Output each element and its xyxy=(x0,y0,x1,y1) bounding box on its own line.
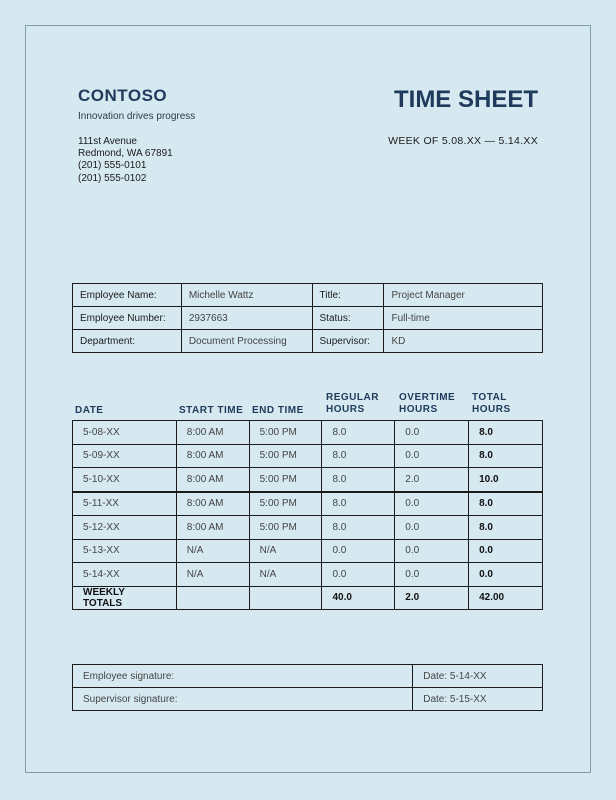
cell-overtime: 0.0 xyxy=(395,444,469,468)
header-overtime-line1: OVERTIME xyxy=(399,392,456,403)
department-label: Department: xyxy=(73,330,182,353)
employee-name-label: Employee Name: xyxy=(73,284,182,307)
employee-signature-date: Date: 5-14-XX xyxy=(413,665,543,688)
employee-info-table xyxy=(72,283,543,353)
cell-date: 5-08-XX xyxy=(73,421,177,445)
cell-regular: 8.0 xyxy=(322,444,395,468)
cell-date: 5-12-XX xyxy=(73,516,177,540)
cell-start: 8:00 AM xyxy=(176,492,249,516)
table-row xyxy=(73,539,543,563)
header-overtime-line2: HOURS xyxy=(399,404,438,415)
supervisor-value: KD xyxy=(384,330,543,353)
totals-empty-end xyxy=(249,586,322,610)
supervisor-signature-date: Date: 5-15-XX xyxy=(413,688,543,711)
totals-total: 42.00 xyxy=(469,586,543,610)
cell-start: 8:00 AM xyxy=(176,421,249,445)
cell-overtime: 0.0 xyxy=(395,421,469,445)
cell-date: 5-13-XX xyxy=(73,539,177,563)
company-tagline: Innovation drives progress xyxy=(78,111,196,122)
table-row xyxy=(73,421,543,445)
table-row xyxy=(73,516,543,540)
document-title: TIME SHEET xyxy=(393,86,538,113)
table-row xyxy=(73,444,543,468)
info-row xyxy=(73,307,543,330)
phone-1: (201) 555-0101 xyxy=(78,160,147,171)
header-regular-line1: REGULAR xyxy=(326,392,379,403)
header-end-time: END TIME xyxy=(252,405,304,416)
employee-signature-field[interactable]: Employee signature: xyxy=(73,665,413,688)
totals-empty-start xyxy=(176,586,249,610)
cell-total: 10.0 xyxy=(469,468,543,492)
cell-overtime: 0.0 xyxy=(395,516,469,540)
signature-table xyxy=(72,664,543,711)
hours-table xyxy=(72,420,543,610)
info-row xyxy=(73,330,543,353)
supervisor-label: Supervisor: xyxy=(312,330,384,353)
header-start-time: START TIME xyxy=(179,405,244,416)
header-total-hours xyxy=(472,392,511,416)
address-street: 111st Avenue xyxy=(78,136,137,147)
phone-2: (201) 555-0102 xyxy=(78,173,147,184)
cell-total: 8.0 xyxy=(469,516,543,540)
cell-total: 0.0 xyxy=(469,563,543,587)
cell-total: 8.0 xyxy=(469,444,543,468)
cell-start: N/A xyxy=(176,563,249,587)
cell-date: 5-14-XX xyxy=(73,563,177,587)
employee-name-value: Michelle Wattz xyxy=(181,284,312,307)
cell-end: N/A xyxy=(249,563,322,587)
week-range: WEEK OF 5.08.XX — 5.14.XX xyxy=(388,135,538,147)
cell-end: 5:00 PM xyxy=(249,516,322,540)
cell-overtime: 0.0 xyxy=(395,539,469,563)
header-regular-hours xyxy=(326,392,379,416)
header-total-line1: TOTAL xyxy=(472,392,507,403)
cell-total: 8.0 xyxy=(469,492,543,516)
header-regular-line2: HOURS xyxy=(326,404,365,415)
cell-total: 8.0 xyxy=(469,421,543,445)
weekly-totals-row xyxy=(73,586,543,610)
totals-regular: 40.0 xyxy=(322,586,395,610)
cell-total: 0.0 xyxy=(469,539,543,563)
header-date: DATE xyxy=(75,405,104,416)
cell-regular: 8.0 xyxy=(322,421,395,445)
cell-end: 5:00 PM xyxy=(249,492,322,516)
cell-start: 8:00 AM xyxy=(176,468,249,492)
cell-end: N/A xyxy=(249,539,322,563)
cell-regular: 8.0 xyxy=(322,492,395,516)
cell-end: 5:00 PM xyxy=(249,444,322,468)
cell-date: 5-10-XX xyxy=(73,468,177,492)
table-row xyxy=(73,492,543,516)
cell-regular: 0.0 xyxy=(322,563,395,587)
status-label: Status: xyxy=(312,307,384,330)
info-row xyxy=(73,284,543,307)
totals-label: WEEKLY TOTALS xyxy=(73,586,177,610)
cell-date: 5-11-XX xyxy=(73,492,177,516)
cell-overtime: 2.0 xyxy=(395,468,469,492)
department-value: Document Processing xyxy=(181,330,312,353)
cell-overtime: 0.0 xyxy=(395,563,469,587)
cell-start: 8:00 AM xyxy=(176,516,249,540)
cell-regular: 8.0 xyxy=(322,516,395,540)
cell-regular: 8.0 xyxy=(322,468,395,492)
company-name: CONTOSO xyxy=(78,86,168,105)
cell-end: 5:00 PM xyxy=(249,468,322,492)
status-value: Full-time xyxy=(384,307,543,330)
cell-end: 5:00 PM xyxy=(249,421,322,445)
cell-start: N/A xyxy=(176,539,249,563)
header-overtime-hours xyxy=(399,392,455,416)
title-label: Title: xyxy=(312,284,384,307)
table-row xyxy=(73,563,543,587)
header-total-line2: HOURS xyxy=(472,404,511,415)
cell-start: 8:00 AM xyxy=(176,444,249,468)
cell-date: 5-09-XX xyxy=(73,444,177,468)
title-value: Project Manager xyxy=(384,284,543,307)
cell-overtime: 0.0 xyxy=(395,492,469,516)
table-row xyxy=(73,468,543,492)
address-city: Redmond, WA 67891 xyxy=(78,148,173,159)
totals-overtime: 2.0 xyxy=(395,586,469,610)
employee-number-label: Employee Number: xyxy=(73,307,182,330)
cell-regular: 0.0 xyxy=(322,539,395,563)
signature-row xyxy=(73,665,543,688)
signature-row xyxy=(73,688,543,711)
employee-number-value: 2937663 xyxy=(181,307,312,330)
supervisor-signature-field[interactable]: Supervisor signature: xyxy=(73,688,413,711)
